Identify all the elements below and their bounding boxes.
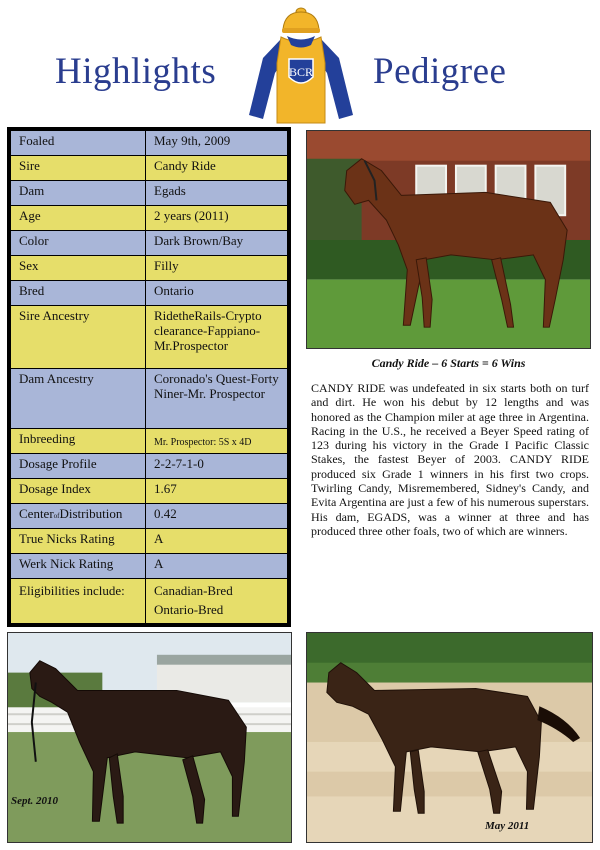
row-value-line: Ontario-Bred	[154, 602, 224, 617]
row-value: Filly	[146, 256, 288, 281]
row-label	[11, 504, 146, 529]
table-row	[11, 454, 288, 479]
row-value: Egads	[146, 181, 288, 206]
row-label: Bred	[11, 281, 146, 306]
row-value: A	[146, 529, 288, 554]
logo-monogram: BCR	[288, 65, 314, 79]
yearling-photo-sept-2010	[7, 632, 292, 843]
row-value: Candy Ride	[146, 156, 288, 181]
sire-photo	[306, 130, 591, 349]
pedigree-table	[7, 127, 291, 627]
highlights-title: Highlights	[55, 51, 217, 92]
row-value-line: Canadian-Bred	[154, 583, 233, 598]
photo-date-label: May 2011	[485, 820, 530, 832]
table-row	[11, 181, 288, 206]
row-value: 2-2-7-1-0	[146, 454, 288, 479]
row-value-text: Mr. Prospector: 5S x 4D	[154, 437, 252, 448]
row-value: 0.42	[146, 504, 288, 529]
label-part-small: of	[53, 512, 60, 520]
table-row	[11, 529, 288, 554]
table-row	[11, 131, 288, 156]
row-label: Age	[11, 206, 146, 231]
story-paragraph: CANDY RIDE was undefeated in six starts both on turf and dirt. He won his debut by 12 lengths and was honored as the Champion miler at age three in Argentina. Racing in the U.S., he received a Beyer Speed rating of 123 during his victory in the Grade I Pacific Classic Stakes, the fastest Beyer of 2003. CANDY RIDE produced six Grade 1 winners in his first two crops. Twirling Candy, Misremembered, Sidney's Candy, and Evita Argentina are just a few of his numerous superstars. His dam, EGADS, was a winner at three and has produced three other foals, two of which are winners.	[311, 381, 589, 538]
row-label: True Nicks Rating	[11, 529, 146, 554]
sire-caption: Candy Ride – 6 Starts = 6 Wins	[371, 356, 526, 370]
row-value: 2 years (2011)	[146, 206, 288, 231]
table-row	[11, 504, 288, 529]
row-label: Dam Ancestry	[11, 369, 146, 429]
row-label: Inbreeding	[11, 429, 146, 454]
row-label: Sire	[11, 156, 146, 181]
row-label: Eligibilities include:	[11, 579, 146, 624]
row-value	[146, 579, 288, 624]
row-value: RidetheRails-Crypto clearance-Fappiano-Mr.Prospector	[146, 306, 288, 369]
pedigree-title: Pedigree	[373, 51, 507, 92]
table-row	[11, 256, 288, 281]
row-value	[146, 429, 288, 454]
racing-silks-logo	[245, 3, 357, 127]
row-label: Dam	[11, 181, 146, 206]
row-label: Werk Nick Rating	[11, 554, 146, 579]
table-row	[11, 231, 288, 256]
table-row	[11, 479, 288, 504]
row-value: 1.67	[146, 479, 288, 504]
table-row	[11, 281, 288, 306]
table-row	[11, 429, 288, 454]
row-label: Color	[11, 231, 146, 256]
table-row	[11, 206, 288, 231]
table-row	[11, 554, 288, 579]
label-part: Distribution	[59, 506, 123, 521]
row-value: A	[146, 554, 288, 579]
row-label: Foaled	[11, 131, 146, 156]
photo-date-label: Sept. 2010	[11, 795, 59, 807]
row-value: Ontario	[146, 281, 288, 306]
row-value: Dark Brown/Bay	[146, 231, 288, 256]
row-label: Dosage Index	[11, 479, 146, 504]
table-row	[11, 156, 288, 181]
row-label: Dosage Profile	[11, 454, 146, 479]
table-row	[11, 369, 288, 429]
label-part: Center	[19, 506, 54, 521]
row-value: May 9th, 2009	[146, 131, 288, 156]
row-value: Coronado's Quest-Forty Niner-Mr. Prospector	[146, 369, 288, 429]
filly-photo-may-2011	[306, 632, 593, 843]
table-row	[11, 306, 288, 369]
table-row	[11, 579, 288, 624]
row-label: Sire Ancestry	[11, 306, 146, 369]
row-label: Sex	[11, 256, 146, 281]
